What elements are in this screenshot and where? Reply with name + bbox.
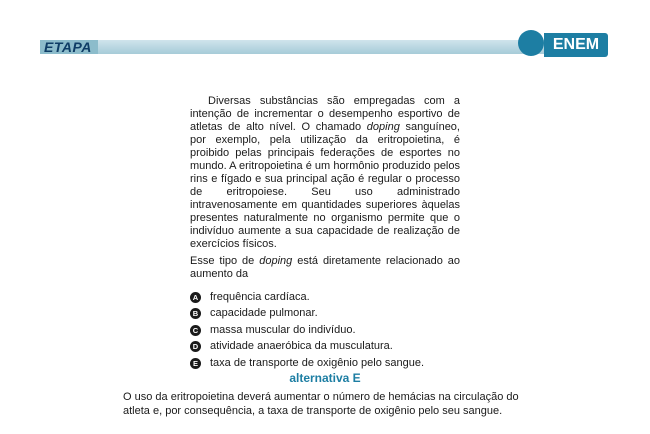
prompt-part1: Esse tipo de — [190, 255, 260, 267]
prompt-part2: está diretamente relacionado ao aumento da — [190, 255, 461, 280]
answer-options — [190, 289, 460, 371]
option-d-text: atividade anaeróbica da musculatura. — [210, 340, 393, 352]
option-e-text: taxa de transporte de oxigênio pelo sangue. — [210, 356, 425, 369]
question-text-part1: Diversas substâncias são empregadas com a intenção de incrementar o desempenho esportivo de atletas de alto nível. O chamado — [190, 95, 460, 133]
option-a-badge: A — [190, 292, 201, 303]
option-c[interactable] — [190, 322, 460, 338]
question-block — [190, 95, 460, 372]
answer-explanation: O uso da eritropoietina deverá aumentar o número de hemácias na circulação do atleta e, por consequência, a taxa de transporte de oxigênio pelo seu sangue. — [123, 391, 519, 417]
enem-label: ENEM — [552, 36, 600, 53]
prompt-doping-term: doping — [259, 255, 293, 267]
option-a-text: frequência cardíaca. — [210, 290, 310, 303]
option-b[interactable] — [190, 306, 460, 322]
option-c-badge: C — [190, 325, 201, 336]
question-text-part2: sanguíneo, por exemplo, pela utilização da eritropoietina, é proibido pelas principais federações de esportes no mundo. A eritropoietina é um hormônio produzido pelos rins e fígado e sua principal ação é regular o processo de eritropoiese. Seu uso administrado intravenosamente em quantidades superiores àquelas presentes naturalmente no organismo permite que o indivíduo aumente a sua capacidade de realização de exercícios físicos. — [190, 121, 460, 250]
option-c-text: massa muscular do indivíduo. — [210, 323, 356, 336]
enem-tab-arc — [518, 30, 544, 56]
etapa-logo: ETAPA — [44, 39, 92, 55]
question-text — [190, 95, 460, 251]
option-b-badge: B — [190, 308, 201, 319]
option-d-badge: D — [190, 341, 201, 352]
option-d[interactable] — [190, 339, 460, 355]
option-a[interactable] — [190, 289, 460, 305]
question-prompt — [190, 255, 460, 281]
header-band — [40, 40, 555, 54]
answer-heading: alternativa E — [289, 371, 361, 385]
option-b-text: capacidade pulmonar. — [210, 307, 318, 319]
doping-term: doping — [366, 121, 400, 133]
option-e[interactable] — [190, 355, 460, 371]
option-e-badge: E — [190, 358, 201, 369]
